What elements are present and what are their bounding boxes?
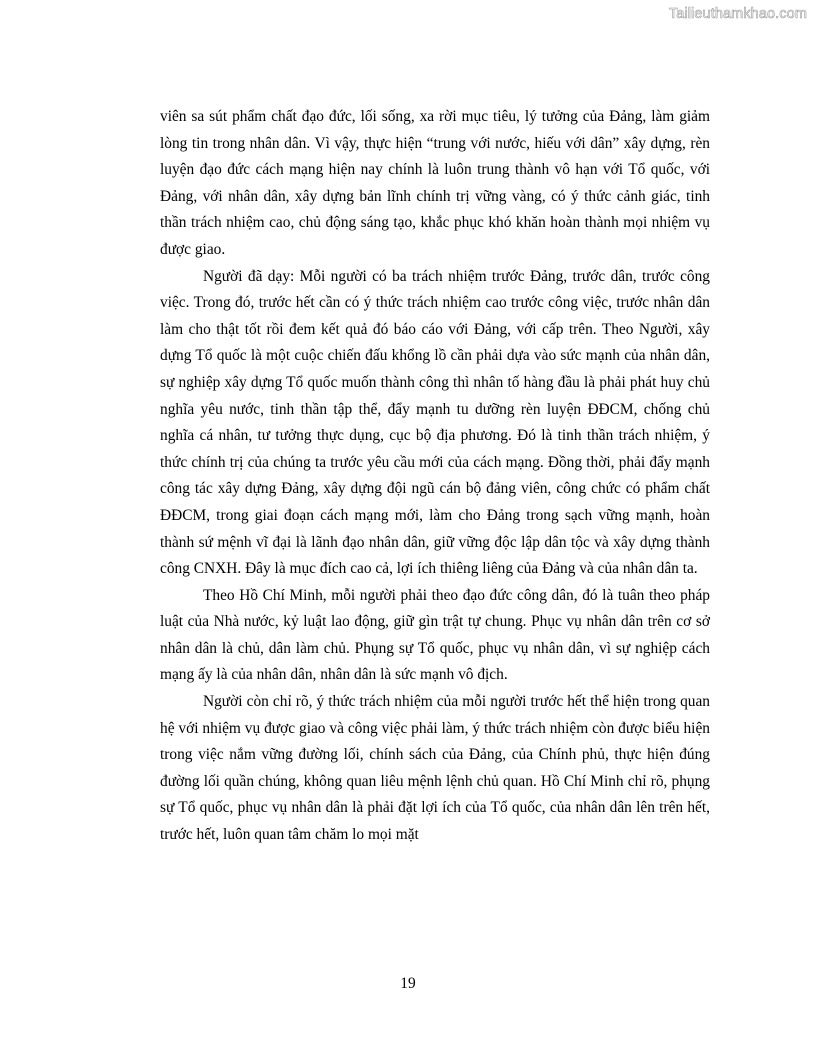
paragraph-three-responsibilities: Người đã dạy: Mỗi người có ba trách nhiệm trước Đảng, trước dân, trước công việc. Trong đó, trước hết cần có ý thức trách nhiệm cao trước công việc, trước nhân dân làm cho thật tốt rồi đem kết quả đó báo cáo với Đảng, với cấp trên. Theo Người, xây dựng Tổ quốc là một cuộc chiến đấu khổng lồ cần phải dựa vào sức mạnh của nhân dân, sự nghiệp xây dựng Tổ quốc muốn thành công thì nhân tố hàng đầu là phải phát huy chủ nghĩa yêu nước, tinh thần tập thể, đẩy mạnh tu dưỡng rèn luyện ĐĐCM, chống chủ nghĩa cá nhân, tư tưởng thực dụng, cục bộ địa phương. Đó là tinh thần trách nhiệm, ý thức chính trị của chúng ta trước yêu cầu mới của cách mạng. Đồng thời, phải đẩy mạnh công tác xây dựng Đảng, xây dựng đội ngũ cán bộ đảng viên, công chức có phẩm chất ĐĐCM, trong giai đoạn cách mạng mới, làm cho Đảng trong sạch vững mạnh, hoàn thành sứ mệnh vĩ đại là lãnh đạo nhân dân, giữ vững độc lập dân tộc và xây dựng thành công CNXH. Đây là mục đích cao cả, lợi ích thiêng liêng của Đảng và của nhân dân ta. <box>160 267 710 578</box>
watermark-text: Tailieuthamkhao.com <box>668 6 807 22</box>
paragraph-sense-of-responsibility: Người còn chỉ rõ, ý thức trách nhiệm của mỗi người trước hết thể hiện trong quan hệ với nhiệm vụ được giao và công việc phải làm, ý thức trách nhiệm còn được biểu hiện trong việc nắm vững đường lối, chính sách của Đảng, của Chính phủ, thực hiện đúng đường lối quần chúng, không quan liêu mệnh lệnh chủ quan. Hồ Chí Minh chỉ rõ, phụng sự Tổ quốc, phục vụ nhân dân là phải đặt lợi ích của Tổ quốc, của nhân dân lên trên hết, trước hết, luôn quan tâm chăm lo mọi mặt <box>160 693 710 844</box>
page-body <box>160 104 710 849</box>
paragraph-civic-ethics: Theo Hồ Chí Minh, mỗi người phải theo đạo đức công dân, đó là tuân theo pháp luật của Nhà nước, kỷ luật lao động, giữ gìn trật tự chung. Phục vụ nhân dân trên cơ sở nhân dân là chủ, dân làm chủ. Phụng sự Tổ quốc, phục vụ nhân dân, vì sự nghiệp cách mạng ấy là của nhân dân, nhân dân là sức mạnh vô địch. <box>160 586 710 684</box>
page-number: 19 <box>400 975 416 992</box>
paragraph-continuation: viên sa sút phẩm chất đạo đức, lối sống, xa rời mục tiêu, lý tưởng của Đảng, làm giảm lòng tin trong nhân dân. Vì vậy, thực hiện “trung với nước, hiếu với dân” xây dựng, rèn luyện đạo đức cách mạng hiện nay chính là luôn trung thành vô hạn với Tổ quốc, với Đảng, với nhân dân, xây dựng bản lĩnh chính trị vững vàng, có ý thức cảnh giác, tinh thần trách nhiệm cao, chủ động sáng tạo, khắc phục khó khăn hoàn thành mọi nhiệm vụ được giao. <box>160 108 710 258</box>
